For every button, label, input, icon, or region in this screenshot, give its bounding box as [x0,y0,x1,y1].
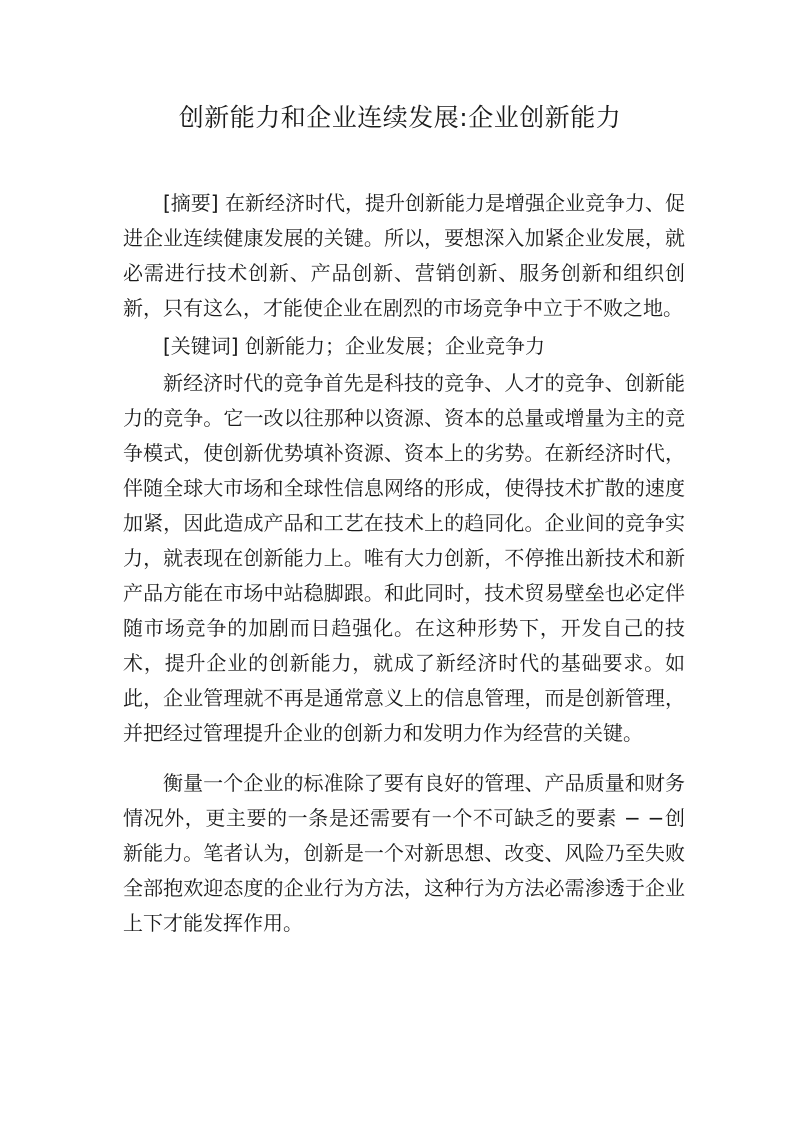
document-title: 创新能力和企业连续发展:企业创新能力 [178,103,622,132]
document-body [123,186,685,941]
body-paragraph: 衡量一个企业的标准除了要有良好的管理、产品质量和财务情况外，更主要的一条是还需要有一个不可缺乏的要素 − −创新能力。笔者认为，创新是一个对新思想、改变、风险乃至失败全部抱欢迎态度的企业行为方法，这种行为方法必需渗透于企业上下才能发挥作用。 [123,771,685,935]
keywords-paragraph: [关键词] 创新能力；企业发展；企业竞争力 [163,334,545,358]
abstract-paragraph: [摘要] 在新经济时代，提升创新能力是增强企业竞争力、促进企业连续健康发展的关键。所以，要想深入加紧企业发展，就必需进行技术创新、产品创新、营销创新、服务创新和组织创新，只有这么，才能使企业在剧烈的市场竞争中立于不败之地。 [123,191,685,320]
body-paragraph: 新经济时代的竞争首先是科技的竞争、人才的竞争、创新能力的竞争。它一改以往那种以资源、资本的总量或增量为主的竞争模式，使创新优势填补资源、资本上的劣势。在新经济时代，伴随全球大市场和全球性信息网络的形成，使得技术扩散的速度加紧，因此造成产品和工艺在技术上的趋同化。企业间的竞争实力，就表现在创新能力上。唯有大力创新，不停推出新技术和新产品方能在市场中站稳脚跟。和此同时，技术贸易壁垒也必定伴随市场竞争的加剧而日趋强化。在这种形势下，开发自己的技术，提升企业的创新能力，就成了新经济时代的基础要求。如此，企业管理就不再是通常意义上的信息管理，而是创新管理，并把经过管理提升企业的创新力和发明力作为经营的关键。 [123,371,685,745]
